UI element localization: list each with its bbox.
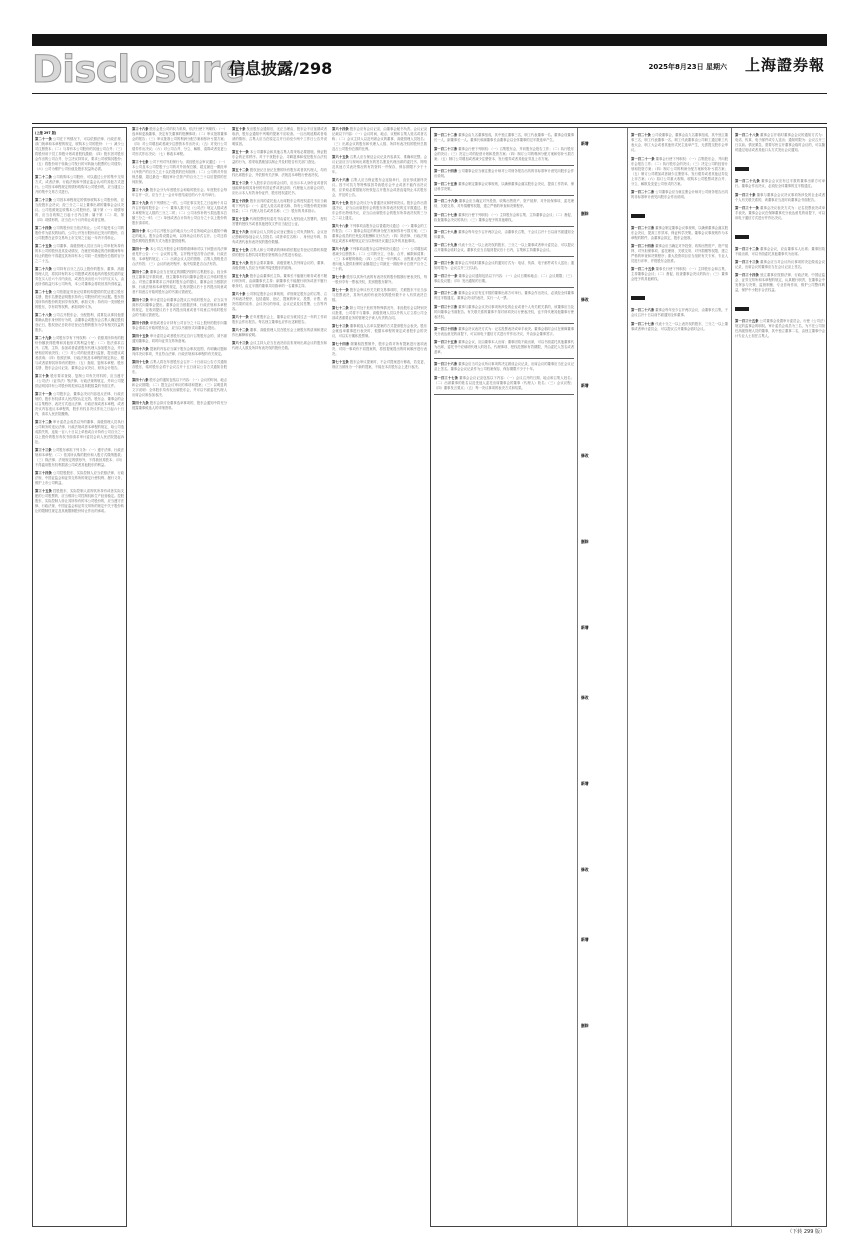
clause-number: 第四十二条 (132, 270, 149, 274)
article-clause: 第二十八条 公司召开股东会、分配股利、清算及从事其他需要确认股东身份的行为时，由董事会或股东会召集人确定股权登记日，股权登记日收市后登记在册的股东为享有相关权益的股东。 (35, 313, 125, 332)
article-clause: 第六十二条 董事、高级管理人员在股东会上就股东的质询和建议作出解释和说明。 (232, 328, 327, 337)
clause-number: 第一百三十一条 (434, 273, 458, 278)
article-clause: 第四十条 本公司召开股东会的地点为公司住所地或会议通知中确定的地点。股东会将设置会场，以现场会议形式召开。公司还将提供网络投票的方式为股东提供便利。 (132, 229, 227, 243)
clause-number: 第一百二十三条 (631, 225, 655, 230)
clause-number: 第一百三十二条 (735, 246, 759, 251)
clause-number: 第三十六条 (132, 127, 149, 131)
clause-number: 第七十四条 (332, 342, 350, 346)
clause-number: 第二十一条 (35, 137, 52, 141)
text-column-4 (332, 127, 427, 1227)
clause-number: 第一百三十七条 (434, 375, 459, 380)
row-separator (434, 323, 574, 324)
table-divider (577, 128, 578, 1226)
issue-date: 2025年8月23日 星期六 (648, 63, 727, 71)
original-clause: 第一百二十四条 公司董事会应当就注册会计师对公司财务报告出具的非标准审计意见向股东会作出说明。 (434, 168, 574, 178)
original-clause: 第一百三十五条 董事会会议，应由董事本人出席；董事因故不能出席，可以书面委托其他董事代为出席，委托书中应载明代理人的姓名，代理事项、授权范围和有效期限，并由委托人签名或者盖章。 (434, 340, 574, 355)
change-type-label: 删除 (581, 539, 589, 544)
clause-number: 第三十二条 (35, 420, 52, 424)
change-type-cell (581, 614, 623, 684)
clause-number: 第一百二十六条 (631, 308, 655, 313)
clause-number: 第七十条 (332, 275, 346, 279)
clause-number: 第一百二十四条 (631, 244, 655, 249)
clause-number: 第二十二条 (35, 175, 52, 179)
change-type-cell (581, 528, 623, 614)
row-separator (434, 195, 574, 196)
clause-number: 第四十七条 (132, 360, 149, 364)
newspaper-name: 上海證券報 (744, 56, 825, 74)
article-clause: 第四十九条 股东会拟讨论董事选举事项的，股东会通知中将充分披露董事候选人的详细资料。 (132, 401, 227, 410)
clause-number: 第三十五条 (35, 489, 52, 493)
redaction-bar (735, 224, 825, 243)
change-type-cell (581, 856, 623, 926)
page-content (32, 127, 827, 1227)
clause-number: 第六十三条 (232, 341, 249, 345)
clause-number: 第五十二条 (232, 168, 249, 172)
clause-number: 第五十条 (232, 127, 246, 131)
article-clause: 第四十八条 股东会的通知包括以下内容：（一）会议的时间、地点和会议期限；（二）提交会议审议的事项和提案；（三）以明显的文字说明：全体股东均有权出席股东会，并可以书面委托代理人出席会议和参加表决。 (132, 378, 227, 397)
article-clause: 第四十三条 审计委员会向董事会提议召开临时股东会，应当以书面形式向董事会提出。董事会应当根据法律、行政法规和本章程的规定，在收到提议后十日内提出同意或者不同意召开临时股东会的书面反馈意见。 (132, 298, 227, 317)
clause-number: 第二十四条 (35, 226, 52, 230)
clause-number: 第七十二条 (332, 306, 349, 310)
article-clause: 第七十五条 股东会审议提案时，不会对提案进行修改，若变更，则应当被视为一个新的提案，不能在本次股东会上进行表决。 (332, 360, 427, 369)
article-clause: 第五十六条 出席会议人员的会议登记册由公司负责制作。会议登记册载明参加会议人员姓名（或者单位名称）、身份证号码、持有或者代表有表决权的股份数额。 (232, 230, 327, 244)
continued-note: （下转 299 版） (787, 1229, 825, 1235)
revised-clause: 第一百二十九条 董事会会议应有过半数的董事出席方可举行。董事会作出决议，必须经全体董事的过半数通过。 (735, 179, 825, 189)
row-separator (434, 256, 574, 257)
redaction-bar (631, 203, 728, 222)
article-clause: 第三十一条 公司股东会、董事会决议内容违反法律、行政法规的，股东有权请求人民法院认定无效。股东会、董事会的会议召集程序、表决方式违反法律、行政法规或者本章程，或者决议内容违反本章程的，股东有权自决议作出之日起六十日内，请求人民法院撤销。 (35, 392, 125, 416)
clause-number: 第一百二十三条 (434, 146, 458, 151)
article-clause: 第五十八条 股东会要求董事、高级管理人员列席会议的，董事、高级管理人员应当列席并接受股东的质询。 (232, 261, 327, 270)
clause-number: 第一百二十条 (631, 133, 651, 138)
clause-number: 第五十四条 (232, 199, 249, 203)
article-clause: 第三十八条 股东会分为年度股东会和临时股东会。年度股东会每年召开一次，应当于上一会计年度结束后的六个月内举行。 (132, 188, 227, 197)
article-clause: 第四十四条 单独或者合计持有公司百分之十以上股份的股东向董事会请求召开临时股东会，应当以书面形式向董事会提出。 (132, 321, 227, 330)
clause-number: 第一百二十四条 (434, 168, 458, 173)
original-clause: 第一百三十二条 董事会会议应有过半数的董事出席方可举行。董事会作出决议，必须经全体董事的过半数通过。董事会决议的表决，实行一人一票。 (434, 291, 574, 301)
article-clause: 第二十一条 公司在下列情况下，可以依照法律、行政法规、部门规章和本章程的规定，收购本公司的股份：（一）减少公司注册资本；（二）与持有本公司股份的其他公司合并；（三）将股份用于员工持股计划或者股权激励；（四）股东因对股东会作出的公司合并、分立决议持异议，要求公司收购其股份；（五）将股份用于转换公司发行的可转换为股票的公司债券；（六）公司为维护公司价值及股东权益所必需。 (35, 137, 125, 171)
clause-number: 第二十三条 (35, 198, 52, 202)
revised-clause: 第一百二十六条 董事会每年至少召开两次会议，由董事长召集，于会议召开十日以前书面通知全体董事。 (631, 308, 728, 318)
change-type-cell (581, 286, 623, 372)
redaction-bar (735, 296, 825, 315)
black-marker (631, 214, 645, 218)
clause-number: 第五十一条 (232, 150, 249, 154)
redaction-bar (735, 156, 825, 175)
article-clause: 第二十二条 公司收购本公司股份，可以通过公开的集中交易方式，或者法律、行政法规和中国证监会认可的其他方式进行。公司因本章程规定的情形收购本公司股份的，应当通过公开的集中交易方式进行。 (35, 175, 125, 194)
change-type-cell (581, 684, 623, 770)
original-clause: 第一百三十四条 董事会决议表决方式为：记名投票表决或举手表决。董事会临时会议在保障董事充分表达意见的前提下，可以用电子通信方式进行并作出决议，并由参会董事签字。 (434, 326, 574, 336)
table-divider (627, 128, 628, 1226)
change-type-cell (581, 442, 623, 528)
change-type-cell (581, 926, 623, 1012)
clause-number: 第三十一条 (35, 392, 52, 396)
table-divider (731, 128, 732, 1226)
text-column-3 (232, 127, 327, 1227)
revised-clause: 第一百二十五条 董事长行使下列职权：（一）主持股东会和召集、主持董事会会议；（二）督促、检查董事会决议的执行；（三）董事会授予的其他职权。 (631, 267, 728, 282)
article-clause: 第二十九条 公司股东享有下列权利：（一）依照其所持有的股份份额获得股利和其他形式的利益分配；（二）依法请求召开、召集、主持、参加或者委派股东代理人参加股东会，并行使相应的表决权；（三）对公司的经营进行监督，提出建议或者质询；（四）依照法律、行政法规及本章程的规定转让、赠与或者质押其所持有的股份；（五）查阅、复制本章程、股东名册、股东会会议记录、董事会会议决议、财务会计报告。 (35, 336, 125, 370)
original-clause: 第一百三十六条 董事会应当对会议所议事项的决定做成会议记录，出席会议的董事应当在会议记录上签名。董事会会议记录作为公司档案保存，保存期限不少于十年。 (434, 362, 574, 372)
article-clause: 第六十八条 下列事项由股东会以普通决议通过：（一）董事会的工作报告；（二）董事会拟定的利润分配方案和弥补亏损方案；（三）董事会成员的任免及其报酬和支付方法；（四）除法律、行政法规规定或者本章程规定应当以特别决议通过以外的其他事项。 (332, 224, 427, 243)
article-clause: 第六十六条 召集人应当保证股东会连续举行，直至形成最终决议。因不可抗力等特殊原因导致股东会中止或者不能作出决议的，应采取必要措施尽快恢复召开股东会或者直接终止本次股东会，并及时公告。 (332, 178, 427, 197)
revised-clause: 第一百二十四条 董事会应当确定对外投资、收购出售资产、资产抵押、对外担保事项、委托理财、关联交易、对外捐赠等权限，建立严格的审查和决策程序；重大投资项目应当组织有关专家、专业人员进行评审，并报股东会批准。 (631, 244, 728, 264)
revised-clause: 第一百二十二条 公司董事会应当就注册会计师对公司财务报告出具的非标准审计意见向股东会作出说明。 (631, 189, 728, 199)
change-type-label: 新增 (581, 937, 589, 942)
clause-number: 第六十七条 (332, 201, 349, 205)
revised-clause: 第一百二十八条 董事会召开临时董事会会议的通知方式为：电话、传真、电子邮件或专人送出；通知时限为：会议召开三日以前。情况紧急，需要尽快召开董事会临时会议的，可以随时通过电话或者其他口头方式发出会议通知。 (735, 133, 825, 153)
clause-number: 第一百三十五条 (434, 340, 458, 345)
article-clause: 第四十一条 本公司召开股东会时将聘请律师对以下问题出具法律意见并公告：（一）会议的召集、召开程序是否符合法律、行政法规、本章程的规定；（二）出席会议人员的资格、召集人资格是否合法有效；（三）会议的表决程序、表决结果是否合法有效。 (132, 247, 227, 266)
masthead-rule (32, 93, 827, 94)
original-clause: 第一百二十七条 董事长行使下列职权：（一）主持股东会和召集、主持董事会会议；（二）督促、检查董事会决议的执行；（三）董事会授予的其他职权。 (434, 212, 574, 222)
article-clause: 第五十七条 召集人和公司聘请的律师将依据证券登记结算机构提供的股东名册共同对股东资格的合法性进行验证。 (232, 248, 327, 257)
article-clause: 第六十七条 股东会决议分为普通决议和特别决议。股东会作出普通决议，应当由出席股东会的股东所持表决权的过半数通过。股东会作出特别决议，应当由出席股东会的股东所持表决权的三分之二以上通过。 (332, 201, 427, 220)
article-clause: 第四十六条 提案的内容应当属于股东会职权范围，有明确议题和具体决议事项，并且符合法律、行政法规和本章程的有关规定。 (132, 347, 227, 356)
change-type-cell (581, 130, 623, 200)
clause-number: 第三十三条 (35, 448, 52, 452)
row-separator (434, 287, 574, 288)
row-separator (434, 165, 574, 166)
revised-clause: 第一百三十二条 董事会会议，应由董事本人出席；董事因故不能出席，可以书面委托其他董事代为出席。 (735, 246, 825, 256)
clause-number: 第一百二十五条 (631, 267, 655, 272)
revised-clause: 第一百二十条 公司设董事会，董事会由九名董事组成，其中独立董事三名，职工代表董事一名。职工代表董事由公司职工通过职工代表大会、职工大会或者其他形式民主选举产生，无需提交股东会审议。 (631, 133, 728, 153)
clause-number: 第一百二十一条 (631, 156, 655, 161)
article-clause: 第三十九条 有下列情形之一的，公司在事实发生之日起两个月以内召开临时股东会：（一）董事人数不足《公司法》规定人数或者本章程所定人数的三分之二时；（二）公司未弥补的亏损达股本总额三分之一时；（三）单独或者合计持有公司百分之十以上股份的股东请求时。 (132, 201, 227, 225)
change-type-cell (581, 770, 623, 856)
original-clause: 第一百二十八条 董事会每年至少召开两次会议，由董事长召集，于会议召开十日以前书面通知全体董事。 (434, 230, 574, 240)
change-type-label: 新增 (581, 141, 589, 146)
clause-number: 第五十六条 (232, 230, 249, 234)
change-type-label: 删除 (581, 1023, 589, 1028)
clause-number: 第六十八条 (332, 224, 349, 228)
original-clause: 第一百二十三条 董事会行使下列职权：（一）召集股东会，并向股东会报告工作；（二）执行股东会的决议；（三）决定公司的经营计划和投资方案；（四）制订公司的利润分配方案和弥补亏损方案；（五）制订公司增加或者减少注册资本、发行债券或者其他证券及上市方案。 (434, 146, 574, 161)
clause-number: 第四十条 (132, 229, 146, 233)
change-type-column (581, 130, 623, 1224)
masthead (32, 46, 827, 91)
clause-number: 第一百三十条 (735, 192, 756, 197)
clause-number: 第一百三十四条 (735, 273, 759, 278)
article-clause: 第四十二条 董事会应当在规定的期限内按时召集股东会。经全体独立董事过半数同意，独立董事有权向董事会提议召开临时股东会。对独立董事要求召开临时股东会的提议，董事会应当根据法律、行政法规和本章程的规定，在收到提议后十日内提出同意或者不同意召开临时股东会的书面反馈意见。 (132, 270, 227, 294)
article-clause: 第三十七条 公司下列对外担保行为，须经股东会审议通过：（一）本公司及本公司控股子公司的对外担保总额，超过最近一期经审计净资产的百分之五十以后提供的任何担保；（二）公司的对外担保总额，超过最近一期经审计总资产的百分之三十以后提供的任何担保。 (132, 160, 227, 184)
black-marker (735, 235, 749, 239)
clause-number: 第一百三十四条 (434, 326, 458, 331)
clause-number: 第一百二十九条 (434, 243, 458, 248)
clause-number: 第一百三十三条 (434, 304, 458, 309)
clause-number: 第二十六条 (35, 267, 52, 271)
clause-number: 第七十五条 (332, 360, 349, 364)
article-clause: 第三十条 股东要求查阅、复制公司有关材料的，应当遵守《公司法》《证券法》等法律、行政法规的规定，并向公司提供证明其持有公司股份的类别以及持股数量的书面文件。 (35, 374, 124, 388)
article-clause: 第七十三条 董事候选人名单以提案的方式提请股东会表决。股东会就选举董事进行表决时，根据本章程的规定或者股东会的决议，可以实行累积投票制。 (332, 324, 427, 338)
clause-number: 第四十一条 (132, 247, 149, 251)
change-type-label: 修改 (581, 453, 589, 458)
article-clause: 第六十一条 在年度股东会上，董事会应当就其过去一年的工作向股东会作出报告。每名独立董事也应作出述职报告。 (232, 315, 327, 324)
change-type-cell (581, 1012, 623, 1098)
original-clause: 第一百三十条 董事会召开临时董事会会议的通知方式为：电话、传真、电子邮件或专人送出；通知时限为：会议召开三日以前。 (434, 260, 574, 270)
article-clause: 第五十二条 股权登记日登记在册的所有股东或者其代理人，均有权出席股东会，并依照有关法律、法规及本章程行使表决权。 (232, 168, 327, 177)
article-clause: 第二十六条 公司持有百分之五以上股份的股东、董事、高级管理人员，将其持有的本公司股票或者其他具有股权性质的证券在买入后六个月内卖出，或者在卖出后六个月内又买入，由此所得收益归本公司所有，本公司董事会将收回其所得收益。 (35, 267, 125, 286)
article-clause: 第四十五条 审计委员会或者股东决定自行召集股东会的，须书面通知董事会，同时向证券交易所备案。 (132, 334, 227, 343)
clause-number: 第一百三十六条 (434, 362, 458, 367)
clause-number: 第六十九条 (332, 247, 349, 251)
clause-number: 第三十八条 (132, 188, 149, 192)
original-clauses-column (434, 130, 574, 1224)
clause-number: 第一百三十条 (434, 260, 454, 265)
clause-number: 第三十四条 (35, 471, 52, 475)
article-clause: 第三十六条 股东会是公司的权力机构，依法行使下列职权：（一）选举和更换董事，决定有关董事的报酬事项；（二）审议批准董事会的报告；（三）审议批准公司的利润分配方案和弥补亏损方案；（四）对公司增加或者减少注册资本作出决议；（五）对发行公司债券作出决议；（六）对公司合并、分立、解散、清算或者变更公司形式作出决议；（七）修改本章程。 (132, 127, 227, 156)
clause-number: 第四十五条 (132, 334, 149, 338)
disclosure-logo: Disclosure (32, 48, 245, 91)
clause-number: 第二十五条 (35, 244, 52, 248)
article-clause: 第五十九条 股东会由董事长主持。董事长不能履行职务或者不履行职务时，由副董事长主持；副董事长不能履行职务或者不履行职务时，由过半数的董事共同推举的一名董事主持。 (232, 274, 327, 288)
change-type-label: 修改 (581, 695, 589, 700)
article-clause: 第二十七条 公司依据证券登记结算机构提供的凭证建立股东名册，股东名册是证明股东持有公司股份的充分证据。股东按其所持有股份的类别享有权利，承担义务；持有同一类别股份的股东，享有同等权利，承担同种义务。 (35, 290, 125, 309)
article-clause: 第七十一条 股东会审议有关关联交易事项时，关联股东不应当参与投票表决，其所代表的有表决权的股份数不计入有效表决总数。 (332, 288, 427, 302)
article-clause: 第六十三条 会议主持人应当在表决前宣布现场出席会议的股东和代理人人数及所持有表决权的股份总数。 (232, 341, 327, 350)
clause-number: 第一百三十二条 (434, 291, 458, 296)
original-clause: 第一百二十六条 董事会应当确定对外投资、收购出售资产、资产抵押、对外担保事项、委托理财、关联交易、对外捐赠等权限，建立严格的审查和决策程序。 (434, 199, 574, 209)
article-clause: 第五十四条 股东出具的委托他人出席股东会的授权委托书应当载明下列内容：（一）委托人姓名或者名称、持有公司股份的类别和数量；（二）代理人姓名或者名称；（三）股东的具体指示。 (232, 199, 327, 213)
clause-number: 第一百二十九条 (735, 179, 760, 184)
original-clause: 第一百三十七条 董事会会议记录包括以下内容：（一）会议召开的日期、地点和召集人姓名；（二）出席董事的姓名以及受他人委托出席董事会的董事（代理人）姓名；（三）会议议程；（四）董事发言要点；（五）每一决议事项的表决方式和结果。 (434, 375, 574, 390)
revised-clause: 第一百三十五条 公司董事会设置审计委员会，行使《公司法》规定的监事会的职权。审计委员会成员为三名，为不在公司担任高级管理人员的董事，其中独立董事二名，由独立董事中会计专业人士担任召集人。 (735, 319, 825, 339)
article-clause: 第二十三条 公司因本章程规定的情形收购本公司股份的，应当经股东会决议；经三分之二以上董事出席的董事会会议决议。公司依照规定收购本公司股份后，属于第（一）项情形的，应当自收购之日起十日内注销；属于第（二）项、第（四）项情形的，应当在六个月内转让或者注销。 (35, 198, 124, 222)
clause-number: 第六十二条 (232, 328, 249, 332)
row-separator (434, 358, 574, 359)
clause-number: 第六十五条 (332, 155, 349, 159)
clause-number: 第二十八条 (35, 313, 52, 317)
article-clause: 第四十七条 召集人将在年度股东会召开二十日前以公告方式通知各股东，临时股东会将于会议召开十五日前以公告方式通知各股东。 (132, 360, 227, 374)
revised-clause: 第一百三十条 董事与董事会会议决议事项所涉及的企业或者个人有关联关系的，该董事应当及时向董事会书面报告。 (735, 192, 825, 202)
article-clause: 第五十一条 本公司董事会和其他召集人将采取必要措施，保证股东会的正常秩序。对于干扰股东会、寻衅滋事和侵犯股东合法权益的行为，将采取措施加以制止并及时报告有关部门查处。 (232, 150, 327, 164)
clause-number: 第五十五条 (232, 217, 249, 221)
clause-number: 第四十九条 (132, 401, 149, 405)
change-type-label: 新增 (581, 781, 589, 786)
clause-number: 第四十三条 (132, 298, 149, 302)
article-clause: 第三十二条 审计委员会成员以外的董事、高级管理人员执行公司职务时违反法律、行政法规或者本章程的规定，给公司造成损失的，连续一百八十日以上单独或合计持有公司百分之一以上股份的股东有权书面请求审计委员会向人民法院提起诉讼。 (35, 420, 125, 444)
clause-number: 第二十九条 (35, 336, 52, 340)
redaction-bar (631, 285, 728, 304)
text-column-2 (132, 127, 227, 1227)
section-title: 信息披露/298 (229, 59, 333, 78)
change-type-label: 修改 (581, 867, 589, 872)
revised-clause: 第一百三十四条 独立董事应按照法律、行政法规、中国证监会、证券交易所和本章程的规定，认真履行职责，在董事会中发挥参与决策、监督制衡、专业咨询作用，维护公司整体利益，保护中小股东合法权益。 (735, 273, 825, 293)
clause-number: 第六十四条 (332, 127, 349, 131)
clause-number: 第五十七条 (232, 248, 249, 252)
article-clause: 第五十条 发出股东会通知后，无正当理由，股东会不应延期或者取消，股东会通知中列明的提案不应取消。一旦出现延期或者取消的情形，召集人应当在原定召开日前至少两个工作日公告并说明原因。 (232, 127, 327, 146)
clause-number: 第六十一条 (232, 315, 249, 319)
article-clause: 第七十四条 除累积投票制外，股东会将对所有提案进行逐项表决，对同一事项有不同提案的，将按提案提出的时间顺序进行表决。 (332, 342, 427, 356)
clause-number: 第四十八条 (132, 378, 149, 382)
clause-number: 第一百二十八条 (434, 230, 458, 235)
clause-number: 第三十条 (35, 374, 50, 378)
clause-number: 第五十九条 (232, 274, 249, 278)
revised-clause: 第一百三十一条 董事会决议表决方式为：记名投票表决或举手表决。董事会会议在保障董事充分表达意见的前提下，可以用电子通信方式进行并作出决议。 (735, 205, 825, 220)
article-clause: 第六十九条 下列事项由股东会以特别决议通过：（一）公司增加或者减少注册资本；（二）公司的分立、分拆、合并、解散和清算；（三）本章程的修改；（四）公司在一年内购买、出售重大资产或者向他人提供担保的金额超过公司最近一期经审计总资产百分之三十的。 (332, 247, 427, 271)
row-separator (434, 226, 574, 227)
original-clause: 第一百二十九条 代表十分之一以上表决权的股东、三分之一以上董事或者审计委员会，可以提议召开董事会临时会议。董事长应当自接到提议后十日内，召集和主持董事会会议。 (434, 243, 574, 253)
clause-number: 第三十七条 (132, 160, 149, 164)
clause-number: 第六十六条 (332, 178, 350, 182)
continued-from-label: (上接 297 版) (35, 131, 57, 135)
black-marker (631, 296, 645, 300)
change-type-label: 新增 (581, 383, 589, 388)
clause-number: 第四十四条 (132, 321, 149, 325)
original-clause: 第一百二十二条 董事会由九名董事组成，其中独立董事三名，职工代表董事一名。董事会设董事长一人，副董事长一人。董事长和副董事长由董事会以全体董事的过半数选举产生。 (434, 133, 574, 143)
row-separator (434, 394, 574, 395)
clause-number: 第一百二十六条 (434, 199, 458, 204)
original-clause: 第一百三十三条 董事与董事会会议决议事项所涉及的企业或者个人有关联关系的，该董事应当及时向董事会书面报告。有关联关系的董事不得对该项决议行使表决权，也不得代理其他董事行使表决权。 (434, 304, 574, 319)
article-clause: 第三十三条 公司股东承担下列义务：（一）遵守法律、行政法规和本章程；（二）依其所认购的股份和入股方式缴纳股款；（三）除法律、法规规定的情形外，不得抽回其股本；（四）不得滥用股东权利损害公司或者其他股东的利益。 (35, 448, 124, 467)
original-clause: 第一百二十五条 董事会制定董事会议事规则，以确保董事会落实股东会决议，提高工作效率，保证科学决策。 (434, 182, 574, 192)
clause-number: 第一百三十三条 (735, 260, 759, 265)
clause-number: 第二十七条 (35, 290, 52, 294)
clause-number: 第五十八条 (232, 261, 249, 265)
change-type-cell (581, 372, 623, 442)
revised-clause: 第一百二十七条 代表十分之一以上表决权的股东、三分之一以上董事或者审计委员会，可以提议召开董事会临时会议。 (631, 321, 728, 331)
revised-clause: 第一百三十三条 董事会应当对会议所议事项的决定做成会议记录，出席会议的董事应当在会议记录上签名。 (735, 260, 825, 270)
amendment-comparison-table (430, 127, 827, 1227)
clause-number: 第六十条 (232, 292, 246, 296)
clause-number: 第一百二十二条 (434, 133, 458, 138)
clause-number: 第七十三条 (332, 324, 349, 328)
clause-number: 第一百二十八条 (735, 133, 759, 138)
black-marker (735, 167, 749, 171)
black-marker (735, 307, 749, 311)
clause-number: 第四十六条 (132, 347, 149, 351)
article-clause: 第二十四条 公司的股份应当依法转让。公司不接受本公司的股份作为质权的标的。公司公开发行股份前已发行的股份，自公司股票在证券交易所上市交易之日起一年内不得转让。 (35, 226, 125, 240)
clause-number: 第三十九条 (132, 201, 149, 205)
clause-number: 第一百三十五条 (735, 319, 759, 324)
revised-clause: 第一百二十三条 董事会制定董事会议事规则，以确保董事会落实股东会决议，提高工作效率，保证科学决策。董事会议事规则作为本章程的附件，由董事会拟定，股东会批准。 (631, 225, 728, 240)
revised-clauses-column (631, 130, 728, 1224)
article-clause: 第二十五条 公司董事、高级管理人员应当向公司申报所持有的本公司的股份及其变动情况，在就任时确定的任职期间每年转让的股份不得超过其所持有本公司同一类别股份总数的百分之二十五。 (35, 244, 125, 263)
revised-clauses-column-continued (735, 130, 825, 1224)
article-clause: 第五十三条 个人股东亲自出席会议的，应出示本人身份证或者其他能够表明其身份的有效证件或者证明；代理他人出席会议的，应出示本人有效身份证件、股东授权委托书。 (232, 181, 327, 195)
article-clause: 第六十四条 股东会应有会议记录，由董事会秘书负责。会议记录记载以下内容：（一）会议时间、地点、议程和召集人姓名或者名称；（二）会议主持人以及列席会议的董事、高级管理人员姓名；（三）出席会议的股东和代理人人数、所持有表决权的股份总数及占公司股份总数的比例。 (332, 127, 427, 151)
revised-clause: 第一百二十一条 董事会行使下列职权：（一）召集股东会，并向股东会报告工作；（二）执行股东会的决议；（三）决定公司的经营计划和投资方案；（四）制订公司的利润分配方案和弥补亏损方案；（五）制订公司增加或者减少注册资本、发行债券或者其他证券及上市方案；（六）拟订公司重大收购、收购本公司股票或者合并、分立、解散及变更公司形式的方案。 (631, 156, 728, 186)
clause-number: 第一百二十七条 (631, 321, 655, 326)
clause-number: 第一百二十二条 (631, 189, 655, 194)
change-type-label: 修改 (581, 297, 589, 302)
change-type-cell (581, 200, 623, 286)
article-clause: 第三十五条 控股股东、实际控制人质押其所持有或者实际支配的公司股票的，应当维持公司控制权和生产经营稳定。控股股东、实际控制人转让其所持有的本公司股份的，应当遵守法律、行政法规、中国证监会和证券交易所的规定中关于股份转让的限制性规定及其就限制股份转让作出的承诺。 (35, 489, 125, 513)
original-clause: 第一百三十一条 董事会会议通知包括以下内容：（一）会议日期和地点；（二）会议期限；（三）事由及议题；（四）发出通知的日期。 (434, 273, 574, 283)
change-type-label: 新增 (581, 625, 589, 630)
clause-number: 第七十一条 (332, 288, 349, 292)
clause-number: 第一百二十七条 (434, 212, 458, 217)
article-clause: 第七十条 股东以其所代表的有表决权的股份数额行使表决权，每一股份享有一票表决权，类别股股东除外。 (332, 275, 427, 284)
clause-number: 第一百二十五条 (434, 182, 458, 187)
text-column-1 (32, 127, 127, 1227)
article-clause: 第五十五条 代理投票授权委托书由委托人授权他人签署的，授权签署的授权书或者其他授权文件应当经过公证。 (232, 217, 327, 226)
change-type-label: 删除 (581, 211, 589, 216)
masthead-top-band (32, 34, 827, 46)
clause-number: 第一百三十一条 (735, 205, 759, 210)
clause-number: 第五十三条 (232, 181, 249, 185)
article-clause: 第六十五条 召集人应当保证会议记录内容真实、准确和完整。会议记录应当与现场出席股东的签名册及代理出席的委托书、网络及其他方式表决情况的有效资料一并保存，保存期限不少于十年。 (332, 155, 427, 174)
content-top-rule (32, 123, 827, 124)
article-clause: 第三十四条 公司控股股东、实际控制人应当依照法律、行政法规、中国证监会和证券交易所的规定行使权利、履行义务，维护上市公司利益。 (35, 471, 125, 485)
article-clause: 第七十二条 除公司处于危机等特殊情况外，非经股东会以特别决议批准，公司将不与董事、高级管理人员以外的人订立将公司全部或者重要业务的管理交予该人负责的合同。 (332, 306, 427, 320)
article-clause: 第六十条 公司制定股东会议事规则，详细规定股东会的召集、召开和表决程序，包括通知、登记、提案的审议、投票、计票、表决结果的宣布、会议决议的形成、会议记录及其签署、公告等内容。 (232, 292, 327, 311)
